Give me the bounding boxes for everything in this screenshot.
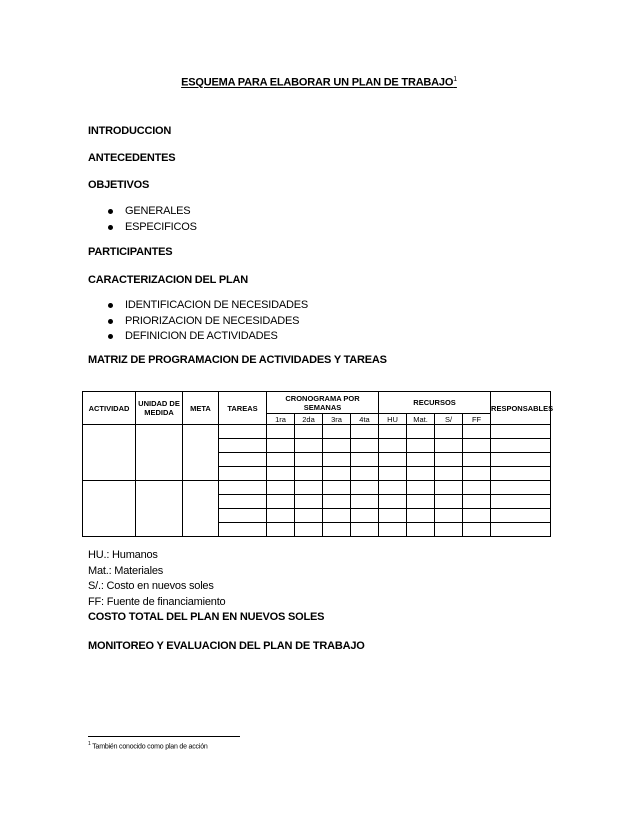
heading-introduccion: INTRODUCCION [88, 125, 172, 137]
list-item: ESPECIFICOS [88, 220, 197, 236]
page-title [0, 76, 638, 89]
footnote-divider [88, 736, 240, 737]
table-cell [183, 425, 219, 481]
col-cronograma: CRONOGRAMA POR SEMANAS [267, 392, 379, 414]
table-cell [219, 523, 267, 537]
table-cell [351, 523, 379, 537]
table-cell [267, 495, 295, 509]
heading-matriz: MATRIZ DE PROGRAMACION DE ACTIVIDADES Y TAREAS [88, 354, 387, 366]
table-cell [323, 509, 351, 523]
table-cell [351, 481, 379, 495]
list-item: PRIORIZACION DE NECESIDADES [88, 314, 308, 330]
heading-antecedentes: ANTECEDENTES [88, 152, 176, 164]
table-cell [83, 481, 136, 537]
table-cell [491, 425, 551, 439]
table-cell [295, 523, 323, 537]
table-cell [491, 495, 551, 509]
table-cell [491, 467, 551, 481]
table-cell [407, 453, 435, 467]
table-cell [463, 509, 491, 523]
table-cell [379, 453, 407, 467]
table-cell [295, 425, 323, 439]
table-cell [463, 481, 491, 495]
table-cell [379, 509, 407, 523]
table-cell [435, 523, 463, 537]
programming-matrix [82, 391, 554, 537]
table-cell [351, 509, 379, 523]
legend-item: Mat.: Materiales [88, 564, 164, 577]
col-semana: 1ra [267, 414, 295, 425]
legend-item: FF: Fuente de financiamiento [88, 595, 226, 608]
table-cell [435, 453, 463, 467]
table-cell [435, 467, 463, 481]
table-cell [491, 453, 551, 467]
table-cell [379, 495, 407, 509]
table-cell [491, 523, 551, 537]
table-cell [136, 425, 183, 481]
table-cell [219, 453, 267, 467]
table-cell [295, 453, 323, 467]
table-cell [267, 439, 295, 453]
legend-item: HU.: Humanos [88, 549, 158, 561]
table-cell [491, 509, 551, 523]
table-cell [183, 481, 219, 537]
col-semana: 3ra [323, 414, 351, 425]
table-cell [219, 467, 267, 481]
table-cell [379, 523, 407, 537]
footnote-number: 1 [88, 741, 91, 747]
col-unidad-medida: UNIDAD DE MEDIDA [136, 392, 183, 425]
table-cell [491, 439, 551, 453]
table-cell [267, 481, 295, 495]
table-cell [435, 509, 463, 523]
table-cell [379, 425, 407, 439]
list-item: IDENTIFICACION DE NECESIDADES [88, 298, 308, 314]
list-item: DEFINICION DE ACTIVIDADES [88, 329, 308, 345]
table-cell [323, 495, 351, 509]
heading-participantes: PARTICIPANTES [88, 246, 173, 258]
col-recursos: RECURSOS [379, 392, 491, 414]
table-cell [407, 425, 435, 439]
table-cell [295, 439, 323, 453]
table-cell [407, 467, 435, 481]
table-cell [435, 439, 463, 453]
col-recurso: S/ [435, 414, 463, 425]
table-row [83, 425, 551, 439]
table-cell [379, 467, 407, 481]
col-recurso: FF [463, 414, 491, 425]
table-cell [219, 439, 267, 453]
heading-monitoreo: MONITOREO Y EVALUACION DEL PLAN DE TRABAJO [88, 640, 365, 652]
table-cell [351, 425, 379, 439]
table-cell [323, 467, 351, 481]
heading-objetivos: OBJETIVOS [88, 179, 150, 191]
footnote [88, 741, 208, 750]
col-semana: 4ta [351, 414, 379, 425]
table-cell [295, 467, 323, 481]
table-cell [267, 509, 295, 523]
table-cell [351, 439, 379, 453]
table-cell [267, 467, 295, 481]
table-cell [463, 453, 491, 467]
table-cell [267, 425, 295, 439]
table-cell [407, 523, 435, 537]
table-cell [267, 523, 295, 537]
table-cell [435, 425, 463, 439]
heading-caracterizacion: CARACTERIZACION DEL PLAN [88, 274, 248, 286]
table-cell [463, 439, 491, 453]
heading-costo: COSTO TOTAL DEL PLAN EN NUEVOS SOLES [88, 611, 325, 623]
legend [88, 548, 225, 610]
caracterizacion-list [88, 298, 308, 345]
table-cell [463, 425, 491, 439]
table-cell [267, 453, 295, 467]
legend-item: S/.: Costo en nuevos soles [88, 580, 214, 592]
matrix-body [83, 425, 551, 537]
footnote-ref: 1 [453, 76, 457, 83]
table-cell [219, 509, 267, 523]
table-cell [219, 425, 267, 439]
table-cell [463, 523, 491, 537]
table-cell [219, 481, 267, 495]
col-recurso: HU [379, 414, 407, 425]
col-actividad: ACTIVIDAD [83, 392, 136, 425]
title-text: ESQUEMA PARA ELABORAR UN PLAN DE TRABAJO [181, 76, 454, 89]
table-cell [351, 467, 379, 481]
table-cell [463, 467, 491, 481]
col-meta: META [183, 392, 219, 425]
table-cell [407, 495, 435, 509]
table-cell [323, 481, 351, 495]
table-cell [295, 481, 323, 495]
col-recurso: Mat. [407, 414, 435, 425]
footnote-text: También conocido como plan de acción [92, 743, 208, 751]
table-cell [407, 509, 435, 523]
objetivos-list [88, 204, 197, 235]
table-cell [407, 481, 435, 495]
table-cell [435, 495, 463, 509]
table-cell [379, 439, 407, 453]
table-cell [379, 481, 407, 495]
col-tareas: TAREAS [219, 392, 267, 425]
table-cell [323, 425, 351, 439]
table-cell [351, 453, 379, 467]
table-row [83, 481, 551, 495]
table-cell [83, 425, 136, 481]
table-cell [295, 509, 323, 523]
table-cell [323, 523, 351, 537]
table-cell [491, 481, 551, 495]
table-cell [295, 495, 323, 509]
list-item: GENERALES [88, 204, 197, 220]
table-cell [323, 453, 351, 467]
table-cell [435, 481, 463, 495]
table-cell [219, 495, 267, 509]
table-cell [351, 495, 379, 509]
table-cell [407, 439, 435, 453]
table-cell [136, 481, 183, 537]
table-cell [463, 495, 491, 509]
table-cell [323, 439, 351, 453]
col-responsables: RESPONSABLES [491, 392, 551, 425]
col-semana: 2da [295, 414, 323, 425]
